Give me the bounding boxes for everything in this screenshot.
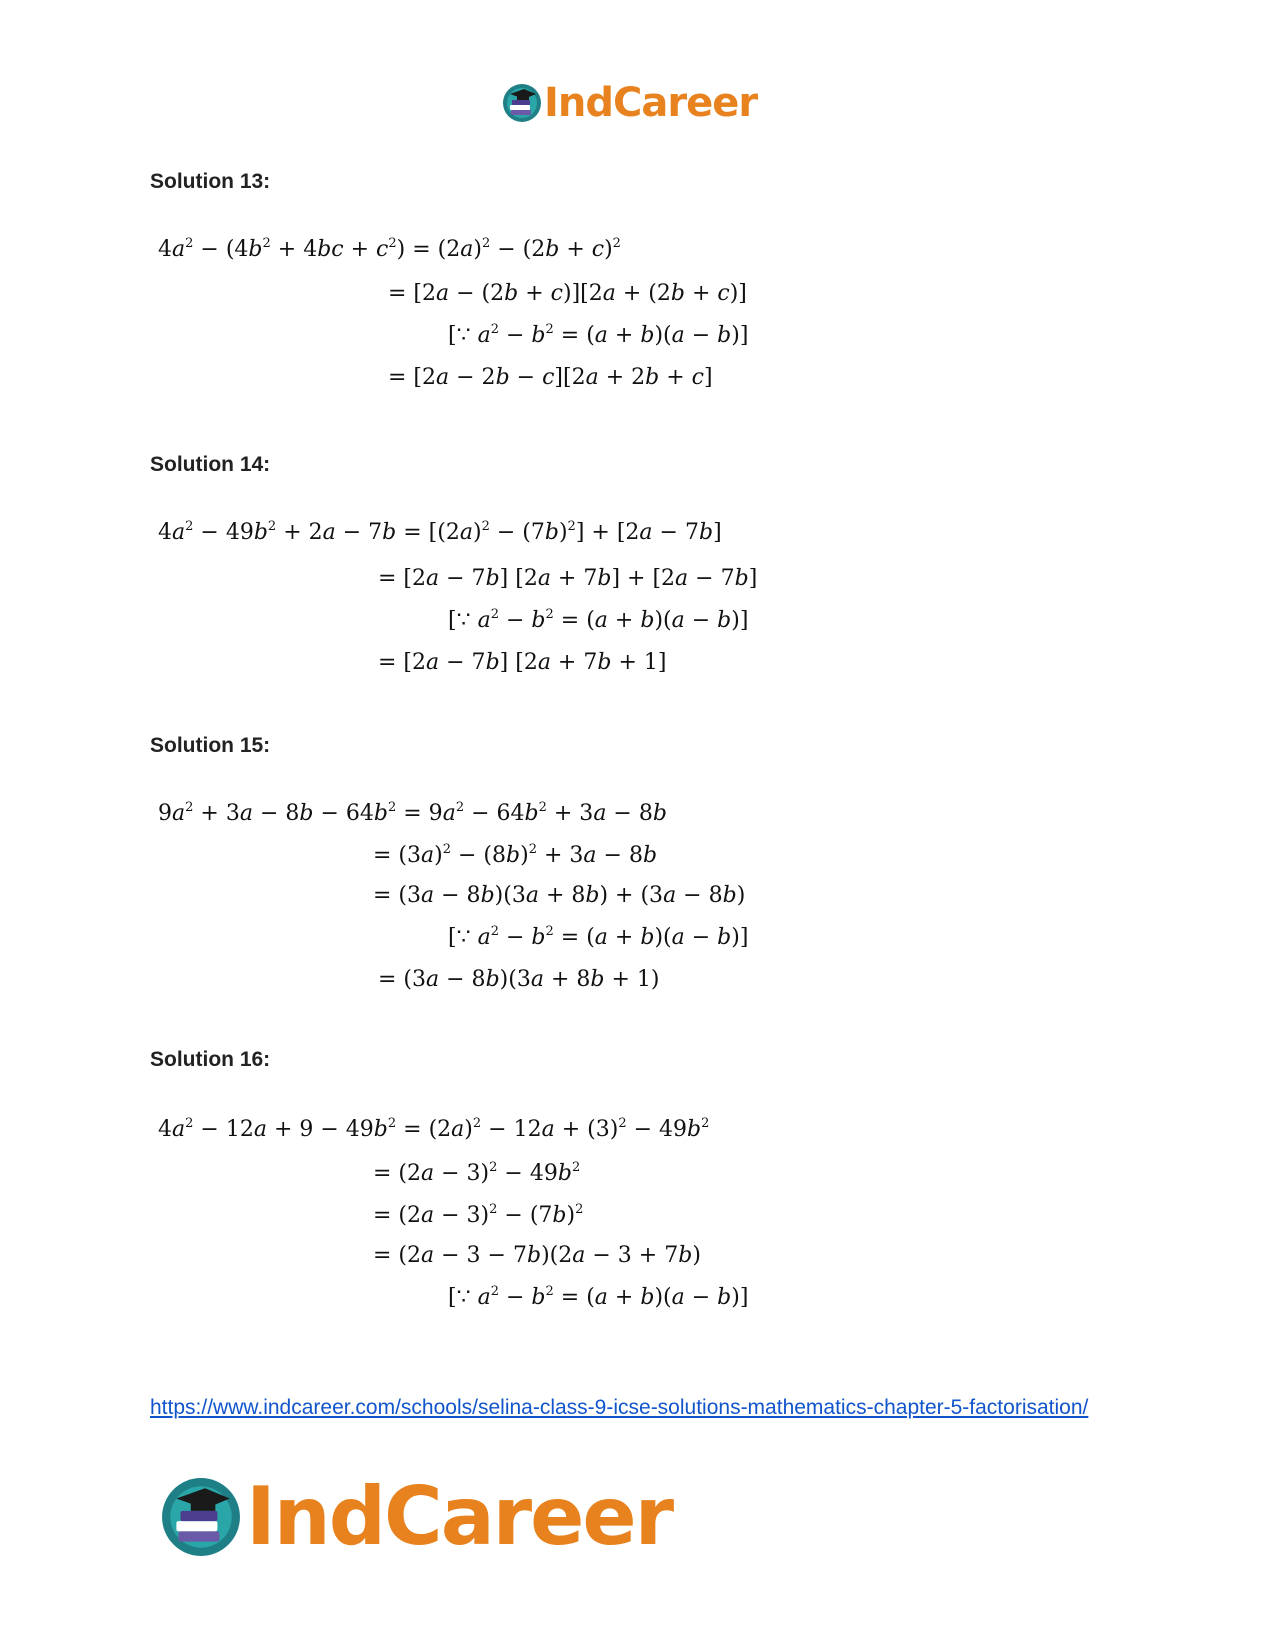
graduation-cap-books-icon xyxy=(502,83,542,123)
math-line: [∵ $a^2 - b^2 = (a + b)(a - b)$] xyxy=(448,924,749,950)
math-line: = (2a − 3 − 7b)(2a − 3 + 7b) xyxy=(373,1243,701,1268)
math-line: = [2a − 7b] [2a + 7b + 1] xyxy=(378,650,667,675)
brand-wordmark: IndCareer xyxy=(544,80,758,126)
math-line: = [2a − 2b − c][2a + 2b + c] xyxy=(388,365,713,390)
solution-heading: Solution 13: xyxy=(150,170,271,193)
chapter-link[interactable]: https://www.indcareer.com/schools/selina-class-9-icse-solutions-mathematics-chapter-5-factorisation/ xyxy=(150,1396,1089,1419)
math-line: = [2a − (2b + c)][2a + (2b + c)] xyxy=(388,281,747,306)
brand-wordmark: IndCareer xyxy=(246,1470,673,1563)
math-line: [∵ $a^2 - b^2 = (a + b)(a - b)$] xyxy=(448,607,749,633)
math-line: $4a^2 - 12a + 9 - 49b^2 = (2a)^2 - 12a + (3)^2 - 49b^2$ xyxy=(158,1116,710,1142)
footer-logo xyxy=(160,1470,672,1563)
math-line: $4a^2 - 49b^2 + 2a - 7b = [(2a)^2 - (7b)^2] + [2a - 7b]$ xyxy=(158,519,722,545)
graduation-cap-books-icon xyxy=(160,1476,242,1558)
math-line: $4a^2 - (4b^2 + 4bc + c^2) = (2a)^2 - (2b + c)^2$ xyxy=(158,236,621,262)
math-line: = (3a − 8b)(3a + 8b) + (3a − 8b) xyxy=(373,883,746,908)
solution-heading: Solution 16: xyxy=(150,1048,271,1071)
math-line: = (3a − 8b)(3a + 8b + 1) xyxy=(378,967,660,992)
math-line: = $(2a - 3)^2 - 49b^2$ xyxy=(373,1160,581,1186)
math-line: [∵ $a^2 - b^2 = (a + b)(a - b)$] xyxy=(448,322,749,348)
math-line: [∵ $a^2 - b^2 = (a + b)(a - b)$] xyxy=(448,1284,749,1310)
header-logo xyxy=(502,80,757,126)
math-line: = $(3a)^2 - (8b)^2 + 3a - 8b$ xyxy=(373,842,658,868)
math-line: $9a^2 + 3a - 8b - 64b^2 = 9a^2 - 64b^2 + 3a - 8b$ xyxy=(158,800,667,826)
solution-heading: Solution 14: xyxy=(150,453,271,476)
solution-heading: Solution 15: xyxy=(150,734,271,757)
math-line: = $(2a - 3)^2 - (7b)^2$ xyxy=(373,1202,584,1228)
math-line: = [2a − 7b] [2a + 7b] + [2a − 7b] xyxy=(378,566,758,591)
